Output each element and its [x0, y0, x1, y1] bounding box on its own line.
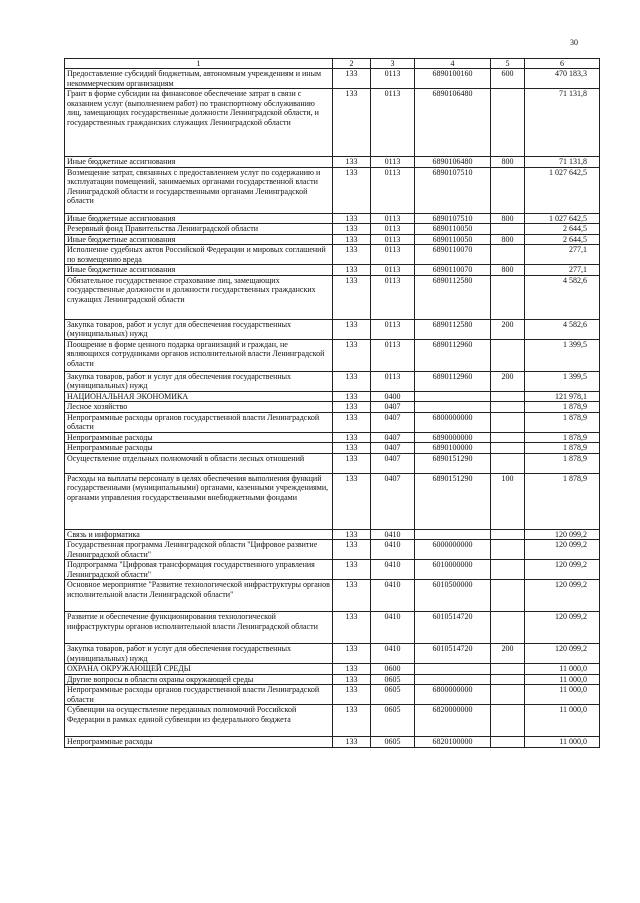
row-admin-code: 133 [333, 432, 371, 443]
table-row [65, 443, 600, 454]
row-amount: 11 000,0 [525, 685, 600, 705]
row-section-code: 0407 [371, 453, 415, 473]
row-admin-code: 133 [333, 265, 371, 276]
row-expense-type [491, 339, 525, 371]
column-header: 1 [65, 59, 333, 69]
row-expense-type [491, 560, 525, 580]
row-target-article: 6890110070 [415, 245, 491, 265]
row-target-article: 6010000000 [415, 560, 491, 580]
table-row [65, 473, 600, 529]
row-amount: 1 878,9 [525, 453, 600, 473]
row-amount: 120 099,2 [525, 529, 600, 540]
table-row [65, 560, 600, 580]
row-section-code: 0410 [371, 529, 415, 540]
row-amount: 121 978,1 [525, 391, 600, 402]
row-target-article: 6890151290 [415, 453, 491, 473]
row-target-article: 6890112960 [415, 339, 491, 371]
table-row [65, 540, 600, 560]
row-amount: 1 878,9 [525, 402, 600, 413]
row-admin-code: 133 [333, 737, 371, 748]
row-target-article: 6890110050 [415, 234, 491, 245]
table-row [65, 664, 600, 675]
row-section-code: 0113 [371, 69, 415, 89]
row-admin-code: 133 [333, 443, 371, 454]
row-description: Непрограммные расходы [65, 443, 333, 454]
table-header-row [65, 59, 600, 69]
row-amount: 2 644,5 [525, 234, 600, 245]
row-expense-type [491, 245, 525, 265]
row-section-code: 0410 [371, 644, 415, 664]
row-amount: 120 099,2 [525, 580, 600, 612]
row-amount: 470 183,3 [525, 69, 600, 89]
row-amount: 1 878,9 [525, 432, 600, 443]
row-description: Другие вопросы в области охраны окружающей среды [65, 674, 333, 685]
row-expense-type: 200 [491, 644, 525, 664]
row-target-article [415, 391, 491, 402]
row-section-code: 0400 [371, 391, 415, 402]
row-target-article: 6890112960 [415, 371, 491, 391]
table-row [65, 89, 600, 157]
row-section-code: 0113 [371, 339, 415, 371]
row-admin-code: 133 [333, 560, 371, 580]
row-section-code: 0407 [371, 402, 415, 413]
row-admin-code: 133 [333, 453, 371, 473]
row-section-code: 0410 [371, 560, 415, 580]
row-description: Подпрограмма "Цифровая трансформация государственного управления Ленинградской области" [65, 560, 333, 580]
row-expense-type [491, 432, 525, 443]
row-section-code: 0410 [371, 612, 415, 644]
row-description: Связь и информатика [65, 529, 333, 540]
row-amount: 1 027 642,5 [525, 167, 600, 213]
row-expense-type [491, 453, 525, 473]
row-section-code: 0605 [371, 737, 415, 748]
row-admin-code: 133 [333, 705, 371, 737]
row-amount: 120 099,2 [525, 540, 600, 560]
row-admin-code: 133 [333, 473, 371, 529]
row-target-article: 6890110070 [415, 265, 491, 276]
row-target-article: 6890107510 [415, 213, 491, 224]
row-admin-code: 133 [333, 540, 371, 560]
row-description: Возмещение затрат, связанных с предоставлением услуг по содержанию и эксплуатации помещений, занимаемых органами государственной власти Ленинградской области и государственными органами Ленинградской области [65, 167, 333, 213]
row-section-code: 0113 [371, 224, 415, 235]
table-row [65, 265, 600, 276]
row-description: Поощрение в форме ценного подарка организаций и граждан, не являющихся сотрудниками органов исполнительной власти Ленинградской области [65, 339, 333, 371]
row-admin-code: 133 [333, 412, 371, 432]
row-expense-type: 100 [491, 473, 525, 529]
row-admin-code: 133 [333, 612, 371, 644]
row-target-article [415, 402, 491, 413]
row-expense-type [491, 529, 525, 540]
row-amount: 1 878,9 [525, 473, 600, 529]
row-section-code: 0605 [371, 685, 415, 705]
row-target-article: 6800000000 [415, 685, 491, 705]
row-expense-type [491, 664, 525, 675]
row-description: Непрограммные расходы [65, 432, 333, 443]
row-description: Развитие и обеспечение функционирования технологической инфраструктуры органов исполнительной власти Ленинградской области [65, 612, 333, 644]
row-target-article: 6890112580 [415, 319, 491, 339]
row-admin-code: 133 [333, 580, 371, 612]
column-header: 5 [491, 59, 525, 69]
row-admin-code: 133 [333, 529, 371, 540]
row-admin-code: 133 [333, 245, 371, 265]
row-section-code: 0113 [371, 245, 415, 265]
row-admin-code: 133 [333, 371, 371, 391]
row-amount: 1 027 642,5 [525, 213, 600, 224]
row-expense-type [491, 275, 525, 319]
row-expense-type [491, 167, 525, 213]
row-target-article: 6890151290 [415, 473, 491, 529]
column-header: 2 [333, 59, 371, 69]
row-amount: 1 878,9 [525, 443, 600, 454]
row-description: Государственная программа Ленинградской области "Цифровое развитие Ленинградской области" [65, 540, 333, 560]
row-description: Иные бюджетные ассигнования [65, 265, 333, 276]
row-amount: 2 644,5 [525, 224, 600, 235]
row-section-code: 0113 [371, 89, 415, 157]
row-amount: 1 399,5 [525, 371, 600, 391]
row-description: Основное мероприятие "Развитие технологической инфраструктуры органов исполнительной власти Ленинградской области" [65, 580, 333, 612]
row-description: Иные бюджетные ассигнования [65, 157, 333, 168]
row-section-code: 0113 [371, 275, 415, 319]
row-description: Непрограммные расходы органов государственной власти Ленинградской области [65, 685, 333, 705]
row-description: Непрограммные расходы [65, 737, 333, 748]
row-description: Осуществление отдельных полномочий в области лесных отношений [65, 453, 333, 473]
page-number: 30 [570, 38, 578, 47]
row-description: Иные бюджетные ассигнования [65, 213, 333, 224]
row-amount: 4 582,6 [525, 275, 600, 319]
table-row [65, 234, 600, 245]
row-description: Субвенции на осуществление переданных полномочий Российской Федерации в рамках единой субвенции из федерального бюджета [65, 705, 333, 737]
row-admin-code: 133 [333, 664, 371, 675]
row-expense-type [491, 737, 525, 748]
table-row [65, 371, 600, 391]
row-target-article: 6890110050 [415, 224, 491, 235]
row-section-code: 0410 [371, 540, 415, 560]
row-section-code: 0113 [371, 213, 415, 224]
table-row [65, 580, 600, 612]
table-row [65, 432, 600, 443]
row-target-article [415, 674, 491, 685]
budget-table [64, 58, 600, 748]
row-expense-type: 600 [491, 69, 525, 89]
row-expense-type: 200 [491, 371, 525, 391]
row-section-code: 0113 [371, 371, 415, 391]
row-target-article: 6000000000 [415, 540, 491, 560]
row-section-code: 0113 [371, 265, 415, 276]
row-expense-type [491, 705, 525, 737]
table-row [65, 453, 600, 473]
row-description: НАЦИОНАЛЬНАЯ ЭКОНОМИКА [65, 391, 333, 402]
row-description: Обязательное государственное страхование лиц, замещающих государственные должности и должности государственных гражданских служащих Ленинградской области [65, 275, 333, 319]
table-row [65, 319, 600, 339]
row-amount: 120 099,2 [525, 560, 600, 580]
row-expense-type: 800 [491, 234, 525, 245]
row-admin-code: 133 [333, 644, 371, 664]
table-row [65, 644, 600, 664]
row-section-code: 0113 [371, 319, 415, 339]
row-admin-code: 133 [333, 402, 371, 413]
row-target-article: 6010500000 [415, 580, 491, 612]
table-row [65, 529, 600, 540]
row-target-article: 6890112580 [415, 275, 491, 319]
row-target-article [415, 664, 491, 675]
row-target-article: 6890000000 [415, 432, 491, 443]
row-admin-code: 133 [333, 89, 371, 157]
row-section-code: 0410 [371, 580, 415, 612]
row-admin-code: 133 [333, 339, 371, 371]
row-amount: 71 131,8 [525, 157, 600, 168]
row-admin-code: 133 [333, 157, 371, 168]
table-row [65, 402, 600, 413]
row-target-article: 6820100000 [415, 737, 491, 748]
row-description: Расходы на выплаты персоналу в целях обеспечения выполнения функций государственными (муниципальными) органами, казенными учреждениями, органами управления государственными внебюджетными фондами [65, 473, 333, 529]
row-admin-code: 133 [333, 213, 371, 224]
row-section-code: 0407 [371, 432, 415, 443]
row-expense-type [491, 612, 525, 644]
row-admin-code: 133 [333, 167, 371, 213]
row-description: Предоставление субсидий бюджетным, автономным учреждениям и иным некоммерческим организациям [65, 69, 333, 89]
table-row [65, 391, 600, 402]
row-admin-code: 133 [333, 319, 371, 339]
row-expense-type: 800 [491, 213, 525, 224]
table-row [65, 245, 600, 265]
row-target-article: 6890100000 [415, 443, 491, 454]
row-admin-code: 133 [333, 234, 371, 245]
table-row [65, 157, 600, 168]
row-amount: 277,1 [525, 265, 600, 276]
row-admin-code: 133 [333, 275, 371, 319]
row-target-article: 6890106480 [415, 157, 491, 168]
row-expense-type [491, 580, 525, 612]
row-target-article: 6890107510 [415, 167, 491, 213]
row-description: Лесное хозяйство [65, 402, 333, 413]
table-row [65, 275, 600, 319]
row-target-article: 6820000000 [415, 705, 491, 737]
row-amount: 11 000,0 [525, 664, 600, 675]
table-row [65, 339, 600, 371]
row-amount: 120 099,2 [525, 612, 600, 644]
row-target-article: 6010514720 [415, 644, 491, 664]
row-expense-type: 800 [491, 157, 525, 168]
row-description: Закупка товаров, работ и услуг для обеспечения государственных (муниципальных) нужд [65, 319, 333, 339]
column-header: 4 [415, 59, 491, 69]
row-target-article: 6800000000 [415, 412, 491, 432]
row-target-article [415, 529, 491, 540]
row-section-code: 0605 [371, 705, 415, 737]
row-expense-type [491, 685, 525, 705]
row-section-code: 0605 [371, 674, 415, 685]
table-row [65, 167, 600, 213]
row-section-code: 0113 [371, 167, 415, 213]
row-expense-type: 800 [491, 265, 525, 276]
table-row [65, 412, 600, 432]
row-section-code: 0407 [371, 473, 415, 529]
row-amount: 277,1 [525, 245, 600, 265]
column-header: 3 [371, 59, 415, 69]
row-section-code: 0600 [371, 664, 415, 675]
row-description: Закупка товаров, работ и услуг для обеспечения государственных (муниципальных) нужд [65, 644, 333, 664]
row-description: Резервный фонд Правительства Ленинградской области [65, 224, 333, 235]
table-row [65, 612, 600, 644]
row-target-article: 6010514720 [415, 612, 491, 644]
row-amount: 4 582,6 [525, 319, 600, 339]
row-amount: 11 000,0 [525, 737, 600, 748]
row-expense-type [491, 443, 525, 454]
row-section-code: 0113 [371, 157, 415, 168]
row-admin-code: 133 [333, 224, 371, 235]
row-description: Закупка товаров, работ и услуг для обеспечения государственных (муниципальных) нужд [65, 371, 333, 391]
row-expense-type [491, 674, 525, 685]
row-amount: 1 399,5 [525, 339, 600, 371]
row-description: Иные бюджетные ассигнования [65, 234, 333, 245]
row-expense-type [491, 402, 525, 413]
row-section-code: 0407 [371, 412, 415, 432]
row-target-article: 6890100160 [415, 69, 491, 89]
row-expense-type [491, 391, 525, 402]
row-expense-type: 200 [491, 319, 525, 339]
table-row [65, 685, 600, 705]
table-row [65, 705, 600, 737]
row-amount: 11 000,0 [525, 705, 600, 737]
table-row [65, 213, 600, 224]
row-description: Исполнение судебных актов Российской Федерации и мировых соглашений по возмещению вреда [65, 245, 333, 265]
row-section-code: 0407 [371, 443, 415, 454]
row-description: ОХРАНА ОКРУЖАЮЩЕЙ СРЕДЫ [65, 664, 333, 675]
row-amount: 120 099,2 [525, 644, 600, 664]
table-row [65, 737, 600, 748]
column-header: 6 [525, 59, 600, 69]
row-description: Непрограммные расходы органов государственной власти Ленинградской области [65, 412, 333, 432]
row-expense-type [491, 224, 525, 235]
row-admin-code: 133 [333, 69, 371, 89]
table-row [65, 69, 600, 89]
row-expense-type [491, 412, 525, 432]
table-row [65, 224, 600, 235]
row-amount: 71 131,8 [525, 89, 600, 157]
row-target-article: 6890106480 [415, 89, 491, 157]
table-row [65, 674, 600, 685]
row-expense-type [491, 89, 525, 157]
row-section-code: 0113 [371, 234, 415, 245]
row-admin-code: 133 [333, 674, 371, 685]
row-admin-code: 133 [333, 391, 371, 402]
row-description: Грант в форме субсидии на финансовое обеспечение затрат в связи с оказанием услуг (выполнением работ) по транспортному обслуживанию лиц, замещающих государственные должности Ленинградской области, и государственных гражданских служащих Ленинградской области [65, 89, 333, 157]
row-amount: 11 000,0 [525, 674, 600, 685]
row-amount: 1 878,9 [525, 412, 600, 432]
row-expense-type [491, 540, 525, 560]
row-admin-code: 133 [333, 685, 371, 705]
